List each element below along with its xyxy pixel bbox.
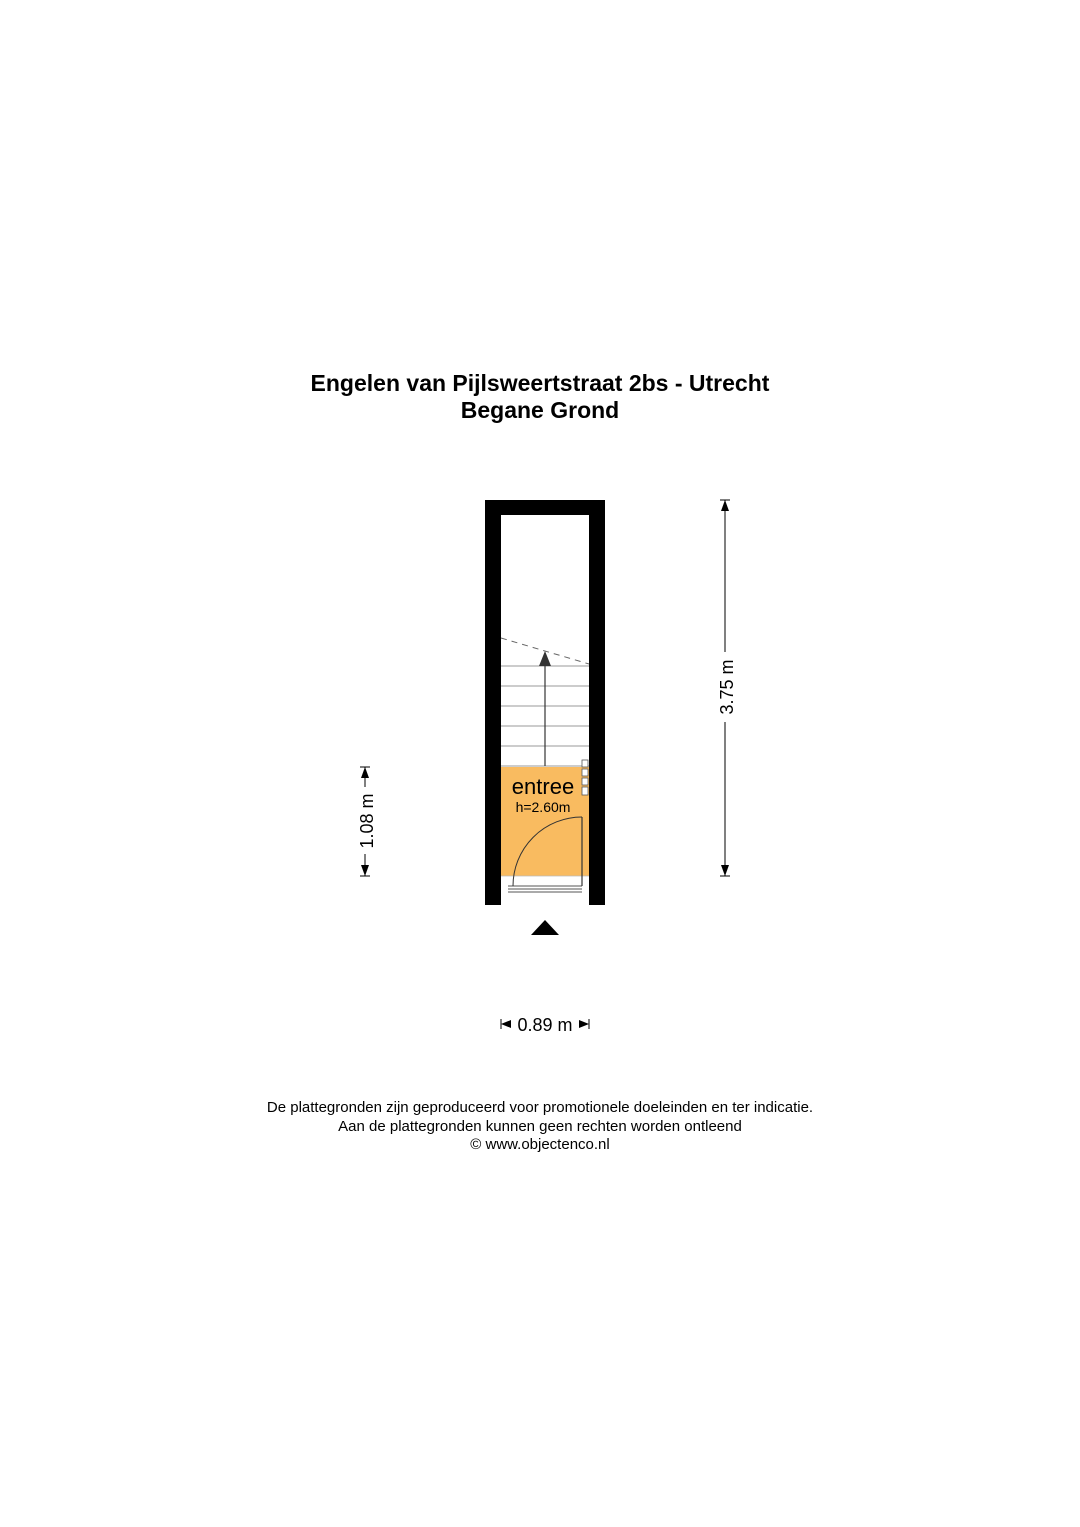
top-wall: [485, 500, 605, 515]
length-dimension: [717, 500, 737, 876]
disclaimer-line-1: De plattegronden zijn geproduceerd voor promotionele doeleinden en ter indicatie.: [266, 1099, 814, 1116]
length-label: 3.75 m: [717, 659, 737, 715]
room-height: h=2.60m: [515, 799, 571, 815]
width-dimension: [501, 1015, 589, 1035]
floor-name: Begane Grond: [460, 397, 620, 423]
entree-length-label: 1.08 m: [357, 793, 377, 849]
disclaimer: [0, 1099, 1080, 1155]
right-wall: [589, 500, 605, 905]
threshold: [501, 876, 589, 885]
entrance-marker-icon: [531, 920, 559, 935]
room-name: entree: [511, 774, 575, 799]
copyright: © www.objectenco.nl: [470, 1136, 610, 1153]
disclaimer-line-2: Aan de plattegronden kunnen geen rechten worden ontleend: [338, 1117, 742, 1135]
plan-title: Engelen van Pijlsweertstraat 2bs - Utrecht: [310, 370, 770, 396]
stair-direction-arrow: [539, 651, 551, 766]
width-label: 0.89 m: [517, 1015, 573, 1035]
entree-length-dimension: [357, 767, 377, 876]
left-wall: [485, 500, 501, 905]
